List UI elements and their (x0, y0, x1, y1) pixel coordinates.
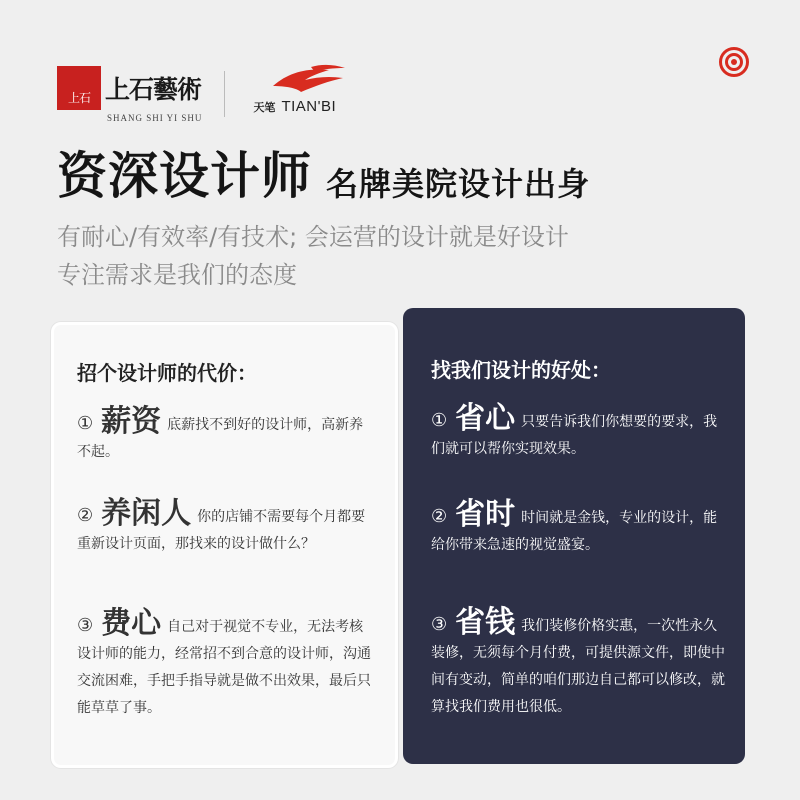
shangshi-logo-cn: 上石藝術 (105, 74, 202, 104)
item-keyword: 省心 (455, 401, 516, 436)
subtext (57, 218, 569, 294)
item-description: 时间就是金钱，专业的设计，能给你带来急速的视觉盛宴。 (431, 510, 718, 553)
item-keyword: 费心 (101, 606, 162, 641)
subtext-line-1: 有耐心/有效率/有技术; 会运营的设计就是好设计 (57, 223, 569, 251)
headline-main: 资深设计师 (57, 147, 312, 205)
item-number: ③ (431, 614, 448, 635)
item-description: 我们装修价格实惠，一次性永久装修，无须每个月付费，可提供源文件，即使中间有变动，简单的咱们那边自己都可以修改，就算找我们费用也很低。 (431, 618, 725, 715)
cost-item (77, 607, 373, 722)
item-number: ② (77, 505, 94, 526)
benefit-item (431, 402, 731, 463)
benefit-card (403, 308, 745, 764)
item-description: 底薪找不到好的设计师，高新养不起。 (77, 417, 364, 460)
seal-icon: 上石 (57, 66, 101, 110)
headline (57, 146, 590, 206)
item-keyword: 省时 (455, 497, 516, 532)
logo-row (57, 64, 373, 124)
tianbi-logo (253, 64, 373, 124)
benefit-card-title: 找我们设计的好处： (431, 358, 611, 382)
headline-sub: 名牌美院设计出身 (326, 165, 591, 203)
item-description: 你的店铺不需要每个月都要重新设计页面，那找来的设计做什么？ (77, 509, 366, 552)
cost-card-title: 招个设计师的代价： (77, 361, 257, 385)
benefit-item (431, 498, 731, 559)
item-number: ③ (77, 615, 94, 636)
cost-card (51, 322, 398, 768)
item-keyword: 薪资 (101, 404, 162, 439)
item-description: 只要告诉我们你想要的要求，我们就可以帮你实现效果。 (431, 414, 718, 457)
item-description: 自己对于视觉不专业，无法考核设计师的能力，经常招不到合意的设计师，沟通交流困难，手把手指导就是做不出效果，最后只能草草了事。 (77, 619, 371, 716)
item-number: ① (431, 410, 448, 431)
target-icon (719, 47, 749, 77)
benefit-item (431, 606, 731, 721)
brush-bird-icon (271, 64, 351, 98)
shangshi-logo-en: SHANG SHI YI SHU (107, 112, 203, 123)
item-keyword: 养闲人 (101, 496, 192, 531)
cost-item (77, 497, 373, 558)
cost-item (77, 405, 373, 466)
tianbi-logo-en: TIAN'BI (281, 98, 337, 115)
item-keyword: 省钱 (455, 605, 516, 640)
logo-divider (224, 71, 225, 117)
item-number: ① (77, 413, 94, 434)
subtext-line-2: 专注需求是我们的态度 (57, 261, 297, 289)
shangshi-logo (57, 66, 202, 123)
item-number: ② (431, 506, 448, 527)
tianbi-logo-cn: 天笔 (253, 101, 276, 114)
